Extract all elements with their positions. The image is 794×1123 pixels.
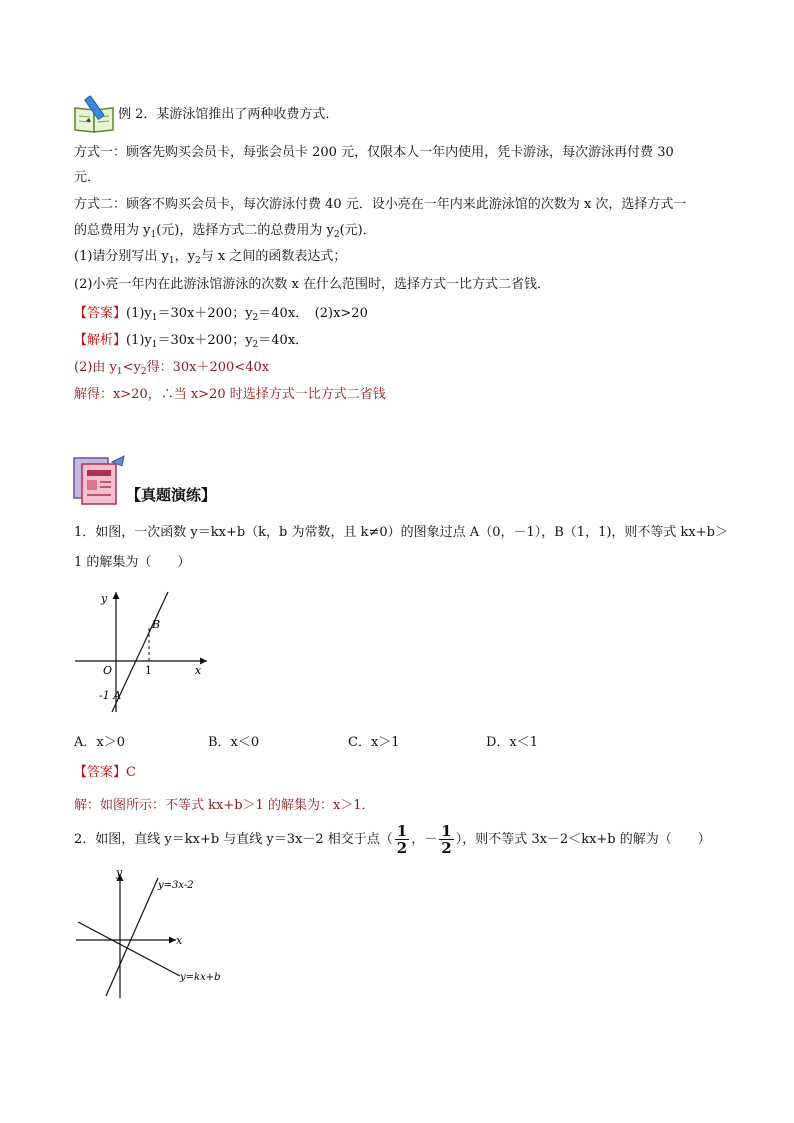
q1-x-label: x <box>195 664 202 677</box>
example-title: 例 2．某游泳馆推出了两种收费方式． <box>118 107 339 122</box>
q2-line2-label: y=kx+b <box>180 972 221 983</box>
question-1: (1)请分别写出 $y_1$，$y_2$与 x 之间的函数表达式； <box>74 249 347 266</box>
q1-y-label: y <box>101 592 108 605</box>
q2-x-label: x <box>176 934 183 947</box>
q2-y-label: y <box>116 866 123 879</box>
q2-graph <box>70 866 240 1006</box>
q2-line-3x-2 <box>106 878 158 996</box>
q1-option-a[interactable]: A．x＞0 <box>74 735 125 750</box>
fraction-half-1: $\frac{1}{2}$ <box>396 822 408 857</box>
q1-text-line2: 1 的解集为（ ） <box>74 555 191 570</box>
q1-solution: 解：如图所示：不等式 kx+b＞1 的解集为：x＞1． <box>74 798 375 813</box>
method1-line2: 元． <box>74 170 101 185</box>
section-title: 【真题演练】 <box>126 486 217 504</box>
example-analysis: 【解析】$(1)y_1=30x+200$；$y_2=40x$． <box>74 333 309 350</box>
q2-line-kx-b <box>78 922 180 976</box>
q2-text: 2．如图，直线 y＝kx+b 与直线 y＝3x－2 相交于点（ $\frac{1}{2}$ ，－ $\frac{1}{2}$ ），则不等式 3x－2＜kx+b 的解为（ ） <box>74 822 711 857</box>
q1-origin-label: O <box>103 664 113 677</box>
q1-tick-1-label: 1 <box>145 664 152 677</box>
q1-option-b[interactable]: B．x＜0 <box>208 735 260 750</box>
q2-line1-label: y=3x-2 <box>158 880 194 891</box>
analysis-step-2: (2)由 $y_1<y_2$得：30x＋200<40x <box>74 360 270 377</box>
q1-point-a-label: -1 A <box>99 689 122 702</box>
q1-option-c[interactable]: C．x＞1 <box>348 735 400 750</box>
fraction-half-2: $\frac{1}{2}$ <box>441 822 452 857</box>
example-answer: 【答案】$(1)y_1=30x+200$；$y_2=40x$． (2)x>20 <box>74 306 368 323</box>
question-2: (2)小亮一年内在此游泳馆游泳的次数 x 在什么范围时，选择方式一比方式二省钱． <box>74 277 551 292</box>
q1-point-b-label: B <box>152 618 161 631</box>
newspaper-icon <box>72 454 130 506</box>
q1-option-d[interactable]: D．x＜1 <box>486 735 539 750</box>
q1-text-line1: 1．如图，一次函数 y＝kx+b（k，b 为常数，且 k≠0）的图象过点 A（0，－1），B（1，1)，则不等式 kx+b＞ <box>74 525 728 540</box>
q1-answer: 【答案】C <box>74 765 136 780</box>
method2-line2: 的总费用为 $y_1$(元)，选择方式二的总费用为 $y_2$(元)． <box>74 223 376 240</box>
book-pencil-icon <box>72 94 118 134</box>
method1-line1: 方式一：顾客先购买会员卡，每张会员卡 200 元，仅限本人一年内使用，凭卡游泳，每次游泳再付费 30 <box>74 145 674 160</box>
method2-line1: 方式二：顾客不购买会员卡，每次游泳付费 40 元．设小亮在一年内来此游泳馆的次数为 x 次，选择方式一 <box>74 197 687 212</box>
analysis-solve: 解得：x>20，∴当 x>20 时选择方式一比方式二省钱 <box>74 387 386 402</box>
q1-graph <box>70 586 220 716</box>
